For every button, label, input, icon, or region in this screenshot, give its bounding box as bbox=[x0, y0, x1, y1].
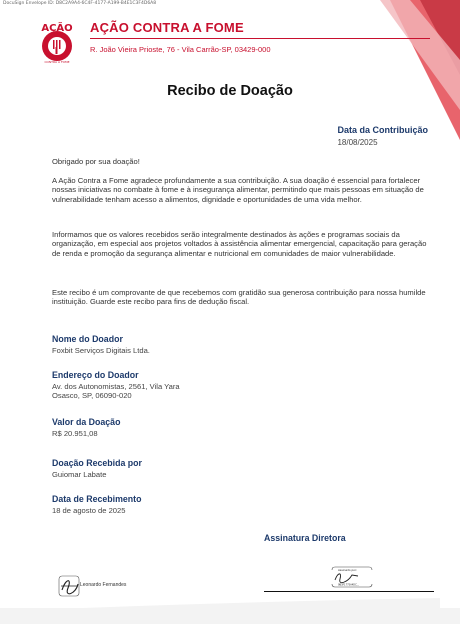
donor-address-line1: Av. dos Autonomistas, 2561, Vila Yara bbox=[52, 382, 180, 391]
thanks-paragraph: Obrigado por sua doação! bbox=[52, 157, 140, 166]
stamp-label: Assinado por: bbox=[338, 568, 357, 572]
donor-name-label: Nome do Doador bbox=[52, 334, 123, 344]
amount-field bbox=[52, 417, 352, 438]
header-divider bbox=[90, 38, 430, 39]
donor-name-value: Foxbit Serviços Digitais Ltda. bbox=[52, 346, 150, 355]
amount-value: R$ 20.951,08 bbox=[52, 429, 98, 438]
usage-paragraph: Informamos que os valores recebidos serão integralmente destinados às ações e programas sociais da organização, em especial aos projetos voltados à assistência alimentar emergencial, capacitação para geração de renda e promoção da segurança alimentar e nutricional em comunidades de maior vulnerabilidade. bbox=[52, 230, 427, 258]
contribution-date-block bbox=[337, 125, 428, 147]
envelope-id: DocuSign Envelope ID: D8C2A9A4-6C4F-4177-A199-B4E1C3F4D6A8 bbox=[3, 1, 157, 6]
received-date-label: Data de Recebimento bbox=[52, 494, 142, 504]
amount-label: Valor da Doação bbox=[52, 417, 121, 427]
page-bottom bbox=[0, 608, 460, 624]
corner-decoration bbox=[380, 0, 460, 140]
donor-address-label: Endereço do Doador bbox=[52, 370, 139, 380]
left-signer-name: Leonardo Fernandes bbox=[80, 582, 127, 588]
acao-logo-icon bbox=[34, 20, 80, 66]
signature-line bbox=[264, 591, 434, 592]
received-by-field bbox=[52, 458, 352, 479]
received-date-field bbox=[52, 494, 352, 515]
logo-subtext: CONTRA A FOME bbox=[44, 60, 70, 64]
org-address: R. João Vieira Prioste, 76 - Vila Carrão-SP, 03429-000 bbox=[90, 45, 271, 54]
logo-text: AÇÃO bbox=[41, 23, 73, 34]
docusign-stamp-icon bbox=[330, 566, 374, 588]
signature-title: Assinatura Diretora bbox=[264, 533, 346, 543]
received-date-value: 18 de agosto de 2025 bbox=[52, 506, 126, 515]
document-title: Recibo de Doação bbox=[167, 83, 293, 99]
org-name: AÇÃO CONTRA A FOME bbox=[90, 20, 244, 35]
donor-name-field bbox=[52, 334, 352, 355]
donor-address-field bbox=[52, 370, 352, 401]
intro-paragraph: A Ação Contra a Fome agradece profundamente a sua contribuição. A sua doação é essencial para fortalecer nossas iniciativas no combate à fome e à insegurança alimentar, permitindo que mais pessoas em situação de vulnerabilidade tenham acesso a alimentos, dignidade e oportunidades de uma vida melhor. bbox=[52, 176, 424, 204]
contribution-date-label: Data da Contribuição bbox=[337, 125, 428, 135]
received-by-label: Doação Recebida por bbox=[52, 458, 142, 468]
received-by-value: Guiomar Labate bbox=[52, 470, 107, 479]
donor-address-line2: Osasco, SP, 06090-020 bbox=[52, 391, 132, 401]
receipt-paragraph: Este recibo é um comprovante de que recebemos com gratidão sua generosa contribuição para nossa humilde instituição. Guarde este recibo para fins de dedução fiscal. bbox=[52, 288, 426, 307]
stamp-id: 9B3F1775A4DC... bbox=[338, 583, 360, 587]
contribution-date-value: 18/08/2025 bbox=[337, 138, 378, 147]
